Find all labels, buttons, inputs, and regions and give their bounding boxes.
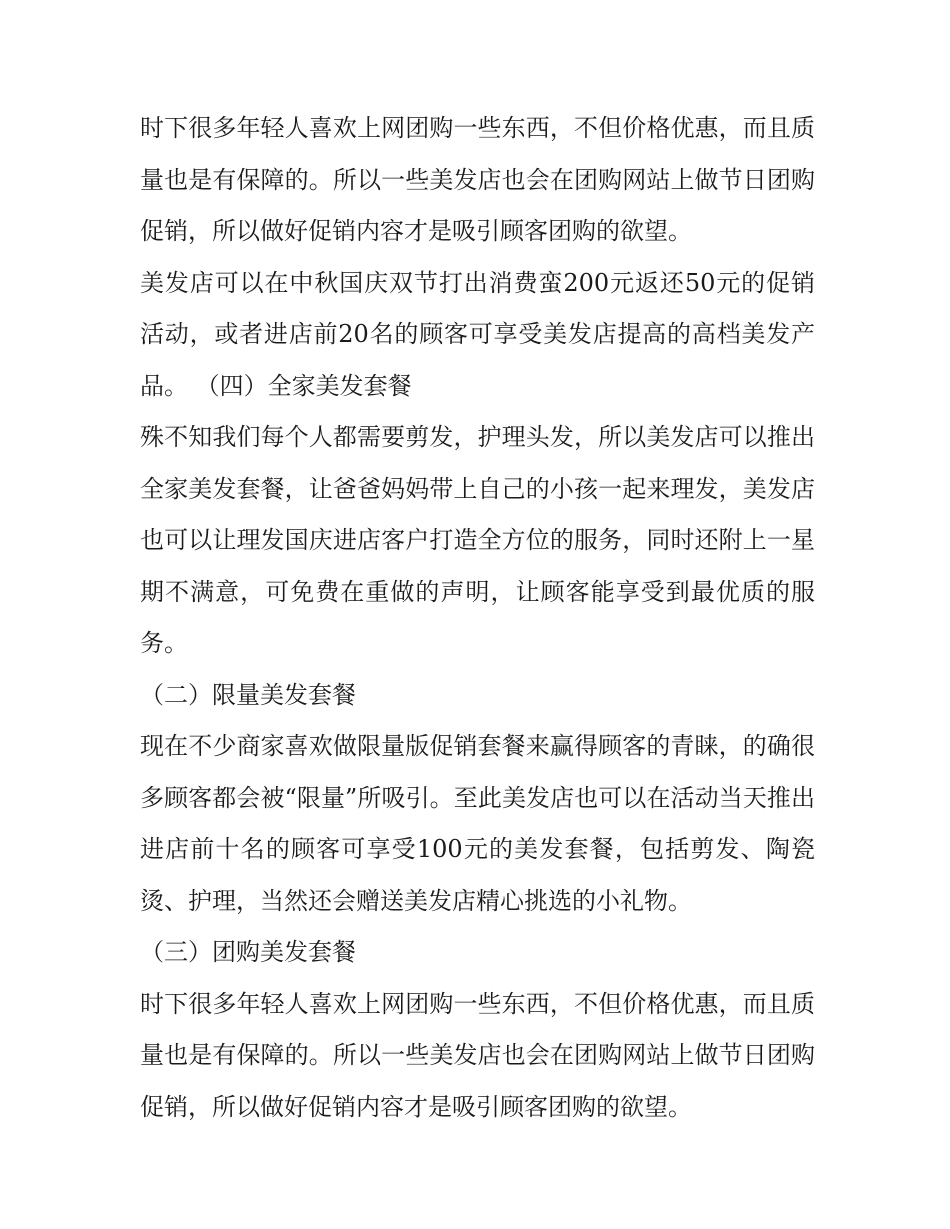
paragraph-family-package: 殊不知我们每个人都需要剪发，护理头发，所以美发店可以推出全家美发套餐，让爸爸妈妈带上自己的小孩一起来理发，美发店也可以让理发国庆进店客户打造全方位的服务，同时还附上一星期不满意，可免费在重做的声明，让顾客能享受到最优质的服务。: [140, 423, 815, 657]
paragraph-limited-package: 现在不少商家喜欢做限量版促销套餐来赢得顾客的青睐，的确很多顾客都会被“限量”所吸引。至此美发店也可以在活动当天推出进店前十名的顾客可享受100元的美发套餐，包括剪发、陶瓷烫、护理，当然还会赠送美发店精心挑选的小礼物。: [140, 732, 815, 915]
heading-limited-package: （二）限量美发套餐: [140, 680, 356, 709]
paragraph-group-buy-intro: 时下很多年轻人喜欢上网团购一些东西，不但价格优惠，而且质量也是有保障的。所以一些美发店也会在团购网站上做节日团购促销，所以做好促销内容才是吸引顾客团购的欲望。: [140, 114, 815, 245]
document-body: [140, 103, 815, 1133]
paragraph-mid-autumn-promo: 美发店可以在中秋国庆双节打出消费蛮200元返还50元的促销活动，或者进店前20名的顾客可享受美发店提高的高档美发产品。 （四）全家美发套餐: [140, 268, 815, 400]
paragraph-group-buy-package: 时下很多年轻人喜欢上网团购一些东西，不但价格优惠，而且质量也是有保障的。所以一些美发店也会在团购网站上做节日团购促销，所以做好促销内容才是吸引顾客团购的欲望。: [140, 989, 815, 1121]
heading-group-buy-package: （三）团购美发套餐: [140, 938, 356, 966]
